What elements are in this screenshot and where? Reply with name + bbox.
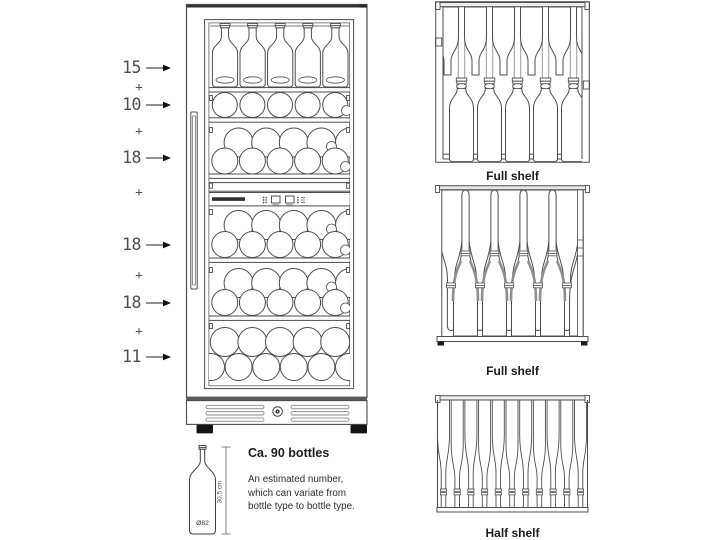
plus-sign: + (135, 267, 143, 282)
arrow-right-icon (146, 298, 172, 308)
shelf-view-label: Full shelf (486, 364, 539, 378)
reference-bottle-illustration (188, 444, 240, 540)
shelf-count-row (88, 294, 172, 312)
shelf-count-row (88, 59, 172, 77)
plus-sign: + (135, 323, 143, 338)
foot-left (197, 425, 214, 434)
brand-wordmark (212, 197, 245, 201)
capacity-note-line: bottle type to bottle type. (248, 501, 355, 512)
shelf-count-label: 18 (122, 235, 141, 254)
shelf-count-row (88, 348, 172, 366)
shelf-row-lying-bottles (212, 128, 365, 174)
plus-sign: + (135, 79, 143, 94)
panel-shelf-band (209, 183, 350, 192)
shelf-foot (438, 342, 445, 346)
plus-sign: + (135, 123, 143, 138)
shelf-rail (209, 316, 350, 320)
shelf-count-label: 18 (122, 148, 141, 167)
arrow-right-icon (146, 100, 172, 110)
neck-down-bottles (438, 400, 587, 508)
shelf-count-row (88, 149, 172, 167)
half-shelf-view-illustration (435, 395, 590, 520)
control-panel (209, 193, 350, 206)
lock (273, 407, 283, 417)
shelf-rail (209, 258, 350, 262)
shelf-rail (209, 88, 350, 92)
shelf-top-rail (437, 186, 588, 190)
bottle-height-label: 30,5 cm (216, 480, 224, 504)
plus-sign: + (135, 184, 143, 199)
front-bottles (450, 89, 586, 162)
shelf-rail (209, 118, 350, 122)
shelf-view-label: Full shelf (486, 169, 539, 183)
shelf-top-rail (438, 3, 587, 7)
shelf-count-label: 11 (122, 347, 141, 366)
shelf-count-label: 15 (122, 58, 141, 77)
shelf-count-label: 10 (122, 95, 141, 114)
bottle-caps (456, 78, 578, 89)
full-shelf-view-2-illustration (435, 185, 590, 352)
shelf-count-row (88, 96, 172, 114)
wine-cooler-front-illustration (183, 0, 375, 440)
plinth (186, 397, 367, 434)
capacity-note-line: An estimated number, (248, 474, 344, 485)
capacity-note-line: which can variate from (248, 487, 347, 499)
shelf-top-rail (437, 396, 588, 400)
arrow-right-icon (146, 63, 172, 73)
arrow-right-icon (146, 240, 172, 250)
arrow-right-icon (146, 352, 172, 362)
shelf-row-lying-bottles (212, 269, 365, 316)
full-shelf-view-1-illustration (435, 1, 590, 166)
shelf-count-row (88, 236, 172, 254)
shelf-row-lying-bottles (212, 93, 351, 118)
foot-right (351, 425, 368, 434)
shelf-row-lying-bottles (212, 211, 365, 258)
shelf-count-label: 18 (122, 293, 141, 312)
back-bottles (437, 7, 591, 75)
shelf-view-label: Half shelf (485, 526, 540, 540)
capacity-note-title: Ca. 90 bottles (248, 446, 330, 460)
shelf-foot (581, 342, 588, 346)
bottle-diameter-label: Ø82 (196, 520, 209, 527)
arrow-right-icon (146, 153, 172, 163)
door-handle (191, 112, 197, 289)
shelf-rail (209, 174, 350, 178)
